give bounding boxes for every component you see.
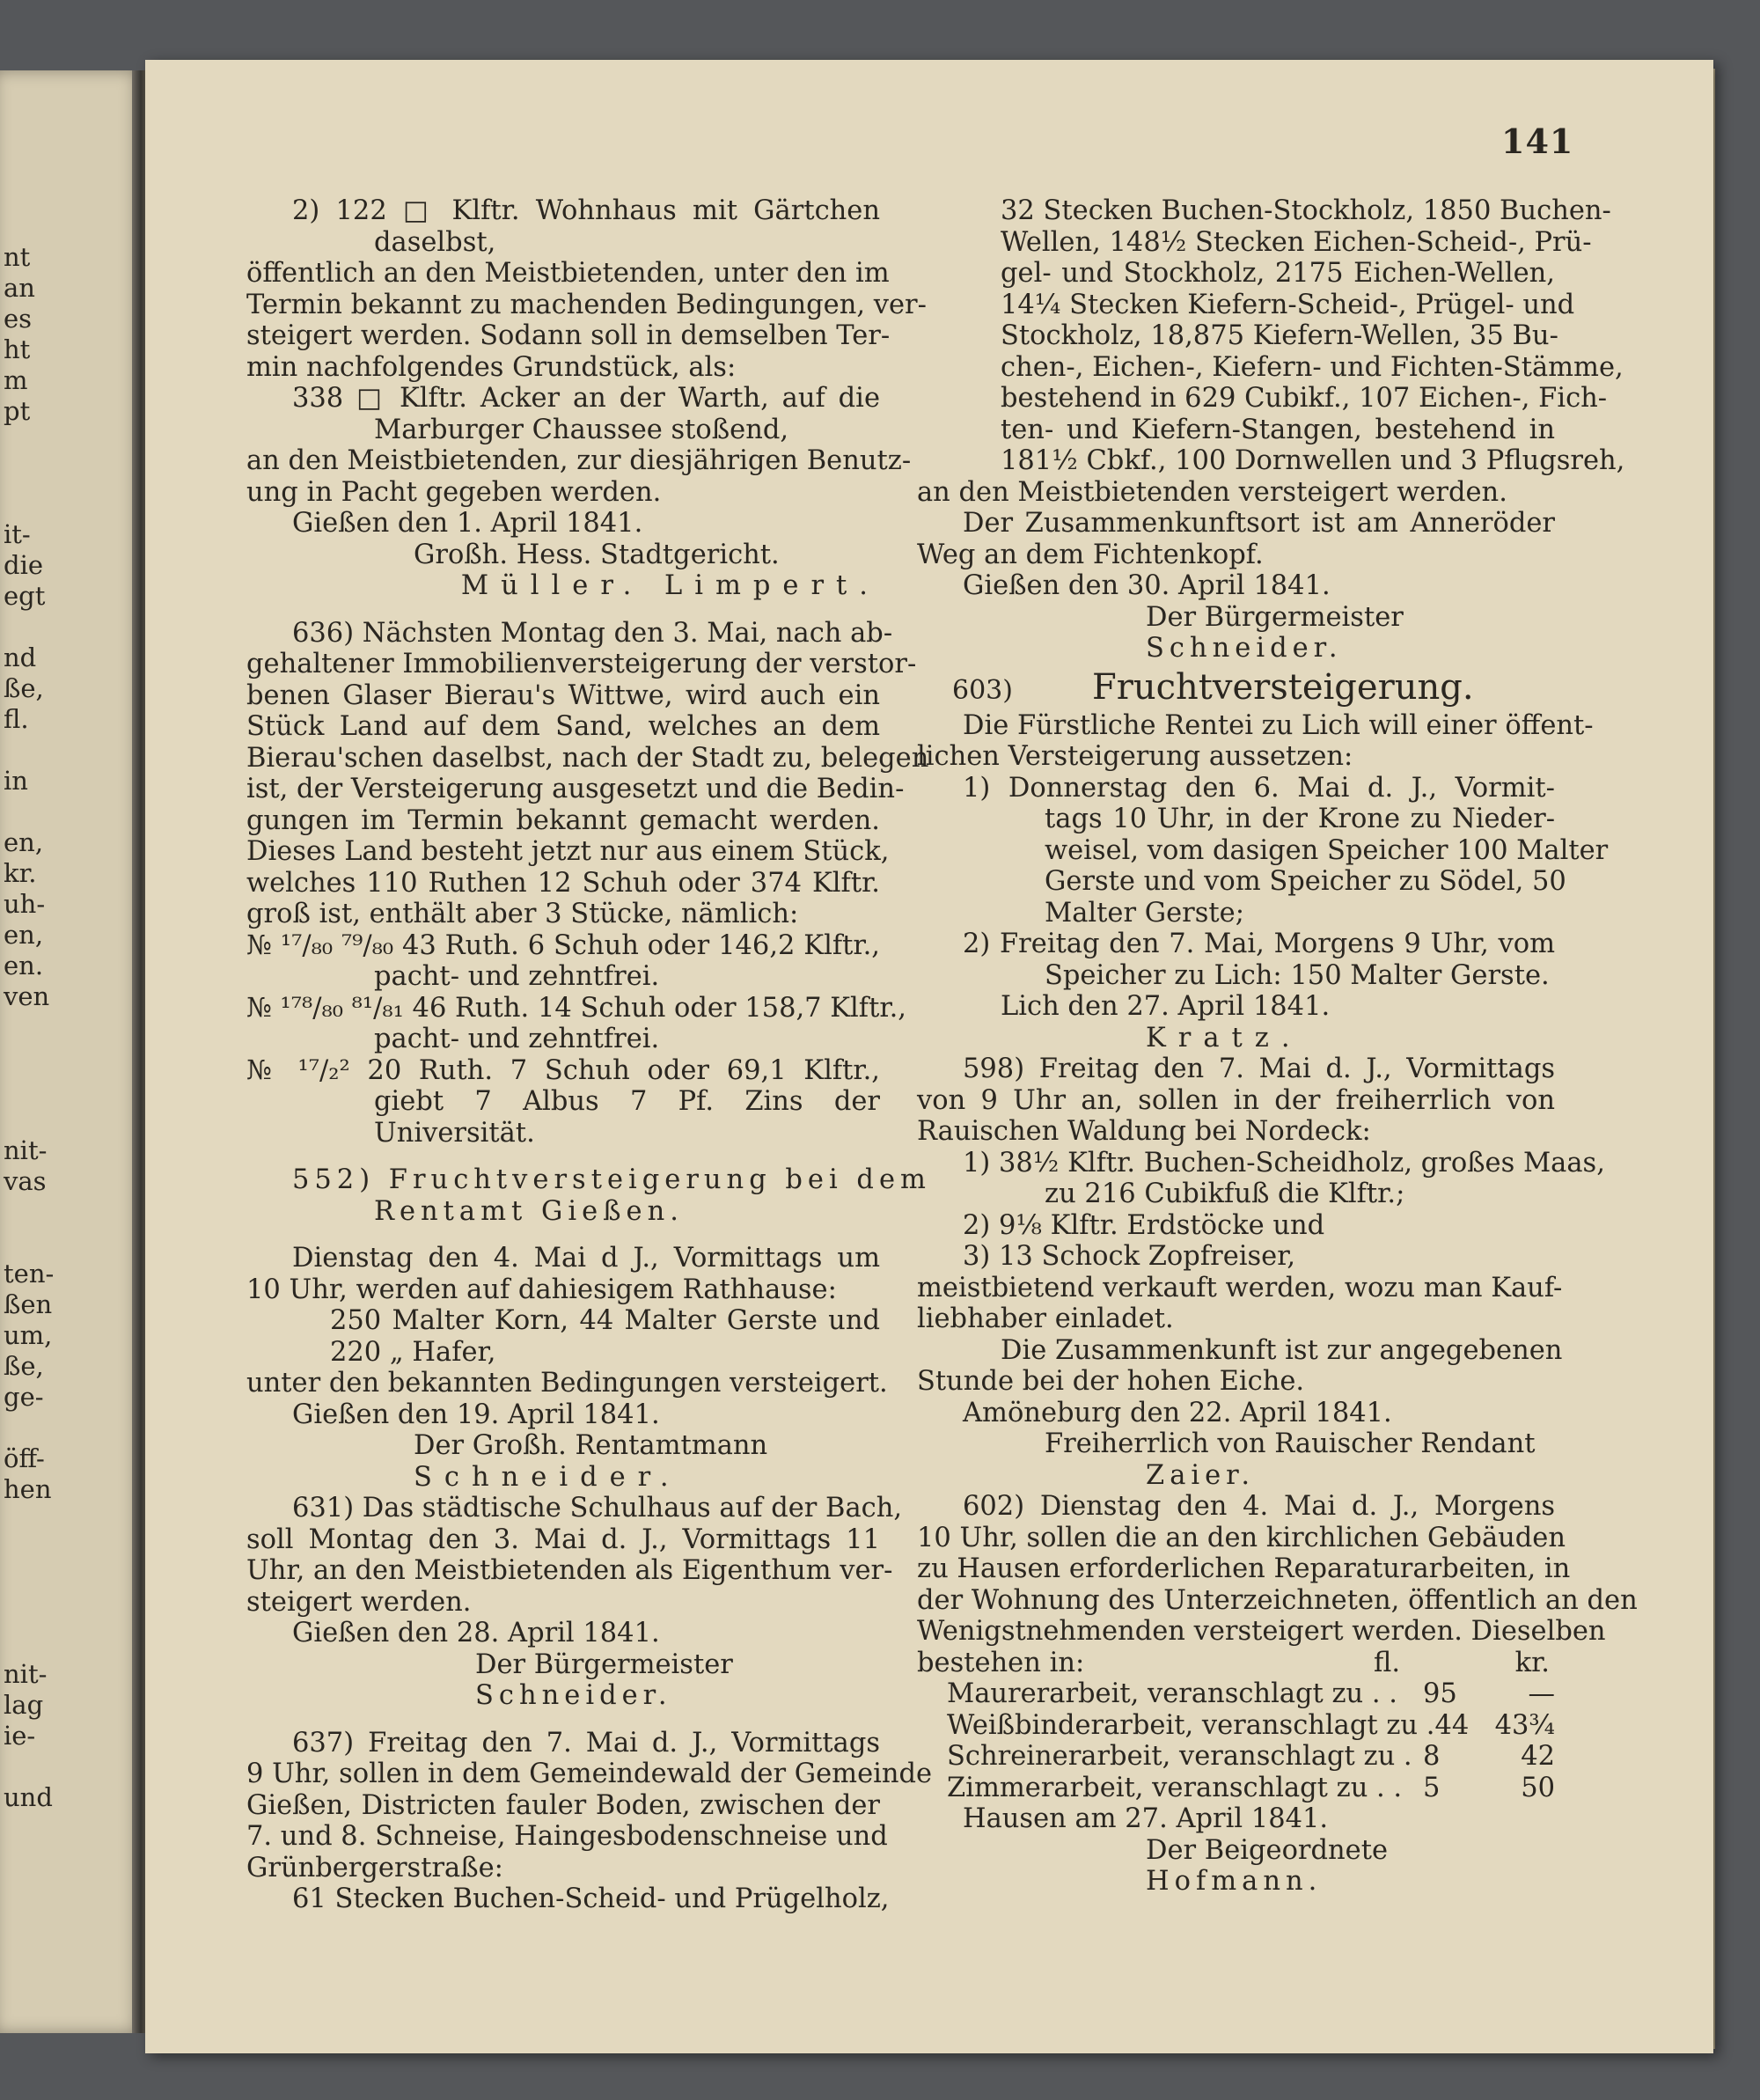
fragment: ht	[4, 334, 31, 364]
cost-fl: 5	[1423, 1772, 1441, 1803]
text-line: Die Fürstliche Rentei zu Lich will einer öffent-	[963, 709, 1594, 741]
fragment	[4, 458, 56, 488]
fragment	[4, 1505, 56, 1536]
text-line: gel- und Stockholz, 2175 Eichen-Wellen,	[1001, 258, 1555, 289]
text-line: benen Glaser Bierau's Wittwe, wird auch ein	[246, 679, 880, 711]
text-line: giebt 7 Albus 7 Pf. Zins der	[374, 1086, 880, 1117]
cost-fl: 8	[1423, 1741, 1441, 1772]
left-page-edge	[0, 70, 141, 2033]
text-line: ten- und Kiefern-Stangen, bestehend in	[1001, 414, 1555, 445]
text-line: Gießen, Districten fauler Boden, zwischen der	[246, 1789, 880, 1821]
text-line: zu 216 Cubikfuß die Klftr.;	[1045, 1178, 1405, 1209]
fragment	[4, 427, 56, 458]
text-line: Dieses Land besteht jetzt nur aus einem Stück,	[246, 836, 890, 867]
text-line: 10 Uhr, sollen die an den kirchlichen Gebäuden	[917, 1522, 1566, 1553]
text-line: welches 110 Ruthen 12 Schuh oder 374 Klftr.	[246, 867, 880, 899]
section-heading: 552) Fruchtversteigerung bei dem	[292, 1164, 931, 1195]
text-line: Gießen den 30. April 1841.	[963, 570, 1331, 601]
text-line: Dienstag den 4. Mai d J., Vormittags um	[292, 1243, 880, 1274]
fragment: ten-	[4, 1259, 55, 1289]
cost-label: Zimmerarbeit, veranschlagt zu . .	[947, 1772, 1403, 1803]
fragment: nit-	[4, 1135, 48, 1165]
fragment: ße,	[4, 1351, 44, 1381]
text-line: weisel, vom dasigen Speicher 100 Malter	[1045, 834, 1609, 866]
fragment: en,	[4, 920, 44, 950]
fragment	[4, 1228, 56, 1259]
text-line: Gießen den 28. April 1841.	[292, 1618, 660, 1648]
text-line: pacht- und zehntfrei.	[374, 1024, 660, 1054]
text-line: soll Montag den 3. Mai d. J., Vormittags 11	[246, 1524, 880, 1555]
fragment: en,	[4, 827, 44, 857]
text-line: 220 „ Hafer,	[330, 1336, 496, 1368]
fragment: ge-	[4, 1382, 44, 1412]
fragment: hen	[4, 1474, 52, 1504]
text-line: 1) Donnerstag den 6. Mai d. J., Vormit-	[963, 772, 1555, 804]
fragment: ße,	[4, 673, 44, 703]
fragment	[4, 488, 56, 519]
text-line: Universität.	[374, 1117, 535, 1149]
text-line: liebhaber einladet.	[917, 1303, 1174, 1334]
cost-kr: 42	[1521, 1741, 1555, 1772]
currency-florin: fl.	[1374, 1647, 1401, 1678]
cost-fl: 44	[1434, 1709, 1470, 1741]
heading-title: Fruchtversteigerung.	[1091, 666, 1474, 708]
fragment: und	[4, 1782, 53, 1812]
text-line: Hausen am 27. April 1841.	[963, 1803, 1329, 1834]
cost-row	[917, 1710, 1555, 1742]
signature: Kratz.	[1146, 1022, 1302, 1054]
text-line: bestehend in 629 Cubikf., 107 Eichen-, Fich-	[1001, 383, 1608, 414]
text-line: lichen Versteigerung aussetzen:	[917, 741, 1353, 772]
signature: Müller. Limpert.	[460, 570, 880, 601]
cost-fl: 95	[1423, 1678, 1457, 1709]
fragment	[4, 1074, 56, 1105]
signature: Schneider.	[475, 1680, 672, 1711]
text-line: Stockholz, 18,875 Kiefern-Wellen, 35 Bu-	[1001, 320, 1558, 351]
text-line: Lich den 27. April 1841.	[1001, 991, 1331, 1022]
text-line: Stunde bei der hohen Eiche.	[917, 1366, 1305, 1397]
text-line: Gießen den 19. April 1841.	[292, 1399, 660, 1430]
text-line: pacht- und zehntfrei.	[374, 961, 660, 992]
fragment: m	[4, 365, 28, 395]
text-line: Großh. Hess. Stadtgericht.	[414, 539, 780, 570]
fragment: egt	[4, 581, 46, 611]
left-page-text-fragments	[4, 242, 56, 1813]
fragment	[4, 1751, 56, 1782]
text-line: gungen im Termin bekannt gemacht werden.	[246, 804, 880, 836]
text-line: 2) 9⅛ Klftr. Erdstöcke und	[963, 1209, 1325, 1241]
fragment: in	[4, 766, 28, 796]
text-line: Wenigstnehmenden versteigert werden. Dieselben	[917, 1616, 1606, 1647]
fragment	[4, 1105, 56, 1135]
fragment: ßen	[4, 1289, 53, 1319]
fragment	[4, 1043, 56, 1074]
text-line: 7. und 8. Schneise, Haingesbodenschneise und	[246, 1821, 888, 1852]
text-line: 631) Das städtische Schulhaus auf der Bach,	[292, 1493, 903, 1524]
fragment: an	[4, 273, 35, 303]
fragment: um,	[4, 1320, 53, 1350]
text-line: daselbst,	[374, 226, 496, 258]
text-line: der Wohnung des Unterzeichneten, öffentlich an den	[917, 1584, 1638, 1616]
fragment: it-	[4, 519, 31, 549]
text-line: Der Großh. Rentamtmann	[414, 1430, 768, 1461]
section-heading: Rentamt Gießen.	[374, 1195, 684, 1227]
text-line: an den Meistbietenden, zur diesjährigen Benutz-	[246, 445, 912, 476]
fragment	[4, 612, 56, 642]
text-line: Stück Land auf dem Sand, welches an dem	[246, 711, 880, 742]
text-line: № ¹⁷/₂² 20 Ruth. 7 Schuh oder 69,1 Klftr.,	[246, 1054, 880, 1086]
text-line: 2) Freitag den 7. Mai, Morgens 9 Uhr, vom	[963, 929, 1555, 959]
text-line: unter den bekannten Bedingungen versteigert.	[246, 1368, 888, 1399]
text-line: Der Bürgermeister	[475, 1648, 733, 1680]
text-line: 32 Stecken Buchen-Stockholz, 1850 Buchen-	[1001, 195, 1611, 226]
text-line: Der Beigeordnete	[1146, 1834, 1389, 1866]
text-line: Termin bekannt zu machenden Bedingungen, ver-	[246, 289, 927, 320]
notice-number: 603)	[952, 674, 1013, 706]
text-line: Weg an dem Fichtenkopf.	[917, 539, 1264, 570]
text-line: Rauischen Waldung bei Nordeck:	[917, 1116, 1371, 1147]
cost-row	[917, 1773, 1555, 1804]
fragment: nd	[4, 642, 37, 672]
cost-label: Weißbinderarbeit, veranschlagt zu .	[947, 1709, 1435, 1741]
text-line: tags 10 Uhr, in der Krone zu Nieder-	[1045, 804, 1555, 834]
text-line: 3) 13 Schock Zopfreiser,	[963, 1241, 1296, 1272]
currency-kreuzer: kr.	[1514, 1647, 1550, 1678]
fragment: ie-	[4, 1721, 36, 1751]
section-heading	[917, 665, 1555, 710]
fragment	[4, 1628, 56, 1659]
text-line: Speicher zu Lich: 150 Malter Gerste.	[1045, 959, 1550, 991]
fragment	[4, 1197, 56, 1228]
text-line: bestehen in:	[917, 1647, 1085, 1678]
signature: Schneider.	[1146, 633, 1343, 664]
text-line: öffentlich an den Meistbietenden, unter den im	[246, 258, 890, 289]
text-line: Grünbergerstraße:	[246, 1852, 503, 1883]
text-line: steigert werden. Sodann soll in demselben Ter-	[246, 320, 891, 351]
text-line: meistbietend verkauft werden, wozu man Kauf-	[917, 1272, 1563, 1303]
text-line: № ¹⁷⁸/₈₀ ⁸¹/₈₁ 46 Ruth. 14 Schuh oder 158,7 Klftr.,	[246, 992, 906, 1024]
text-line: Marburger Chaussee stoßend,	[374, 414, 789, 445]
fragment	[4, 797, 56, 827]
fragment: es	[4, 304, 33, 334]
text-line: von 9 Uhr an, sollen in der freiherrlich von	[917, 1084, 1555, 1116]
text-line: 338 □ Klftr. Acker an der Warth, auf die	[292, 383, 880, 414]
cost-label: Maurerarbeit, veranschlagt zu . .	[947, 1678, 1397, 1709]
text-line: groß ist, enthält aber 3 Stücke, nämlich:	[246, 899, 799, 929]
text-line: 10 Uhr, werden auf dahiesigem Rathhause:	[246, 1274, 837, 1305]
fragment	[4, 1413, 56, 1443]
fragment: lag	[4, 1690, 44, 1720]
fragment: nt	[4, 242, 31, 272]
cost-kr: 50	[1521, 1772, 1555, 1803]
text-line: Der Zusammenkunftsort ist am Anneröder	[963, 508, 1555, 539]
cost-kr: 43¾	[1494, 1709, 1555, 1741]
fragment: kr.	[4, 858, 37, 888]
text-line: steigert werden.	[246, 1586, 472, 1618]
fragment: vas	[4, 1166, 47, 1196]
text-line: 9 Uhr, sollen in dem Gemeindewald der Gemeinde	[246, 1759, 933, 1789]
fragment: öff-	[4, 1443, 45, 1473]
text-line: min nachfolgendes Grundstück, als:	[246, 351, 737, 383]
text-line: Uhr, an den Meistbietenden als Eigenthum ver-	[246, 1555, 893, 1586]
cost-label: Schreinerarbeit, veranschlagt zu .	[947, 1741, 1412, 1772]
text-line: chen-, Eichen-, Kiefern- und Fichten-Stämme,	[1001, 351, 1624, 383]
fragment	[4, 1567, 56, 1597]
text-line: Wellen, 148½ Stecken Eichen-Scheid-, Prü-	[1001, 226, 1592, 258]
text-line: Gerste und vom Speicher zu Södel, 50	[1045, 866, 1566, 897]
fragment: pt	[4, 396, 31, 426]
signature: Schneider.	[414, 1461, 681, 1493]
fragment: ven	[4, 981, 50, 1011]
text-line: Die Zusammenkunft ist zur angegebenen	[1001, 1334, 1563, 1366]
text-line: 1) 38½ Klftr. Buchen-Scheidholz, großes Maas,	[963, 1147, 1605, 1178]
text-line: Malter Gerste;	[1045, 897, 1244, 929]
signature: Hofmann.	[1146, 1866, 1323, 1897]
cost-row	[917, 1678, 1555, 1710]
text-line: zu Hausen erforderlichen Reparaturarbeiten, in	[917, 1553, 1571, 1584]
page-number: 141	[1501, 121, 1574, 161]
text-line: 61 Stecken Buchen-Scheid- und Prügelholz,	[292, 1883, 890, 1914]
text-line: Amöneburg den 22. April 1841.	[963, 1397, 1392, 1428]
text-line: Freiherrlich von Rauischer Rendant	[1045, 1428, 1536, 1459]
fragment: nit-	[4, 1659, 48, 1689]
text-line: № ¹⁷/₈₀ ⁷⁹/₈₀ 43 Ruth. 6 Schuh oder 146,2 Klftr.,	[246, 929, 880, 961]
cost-header	[917, 1648, 1555, 1679]
fragment: uh-	[4, 889, 46, 919]
text-line: Der Bürgermeister	[1146, 601, 1404, 633]
text-line: 637) Freitag den 7. Mai d. J., Vormittags	[292, 1727, 880, 1759]
text-line: Bierau'schen daselbst, nach der Stadt zu, belegen	[246, 742, 929, 774]
left-column	[246, 195, 933, 1915]
text-line: ist, der Versteigerung ausgesetzt und die Bedin-	[246, 774, 905, 804]
text-line: 636) Nächsten Montag den 3. Mai, nach ab-	[292, 617, 893, 649]
text-line: 14¼ Stecken Kiefern-Scheid-, Prügel- und	[1001, 289, 1575, 320]
fragment: die	[4, 550, 44, 580]
text-line: ung in Pacht gegeben werden.	[246, 476, 662, 508]
text-line: 250 Malter Korn, 44 Malter Gerste und	[330, 1305, 880, 1336]
right-column	[917, 195, 1638, 1898]
cost-kr: —	[1528, 1678, 1555, 1709]
fragment: en.	[4, 951, 44, 980]
signature: Zaier.	[1146, 1459, 1256, 1491]
text-line: Gießen den 1. April 1841.	[292, 508, 643, 539]
fragment: fl.	[4, 704, 29, 734]
fragment	[4, 1012, 56, 1043]
fragment	[4, 1597, 56, 1628]
text-line: an den Meistbietenden versteigert werden.	[917, 476, 1507, 508]
fragment	[4, 735, 56, 766]
cost-row	[917, 1741, 1555, 1773]
text-line: 598) Freitag den 7. Mai d. J., Vormittags	[963, 1054, 1555, 1084]
text-line: gehaltener Immobilienversteigerung der verstor-	[246, 649, 917, 679]
fragment	[4, 1536, 56, 1567]
text-line: 181½ Cbkf., 100 Dornwellen und 3 Pflugsreh,	[1001, 445, 1625, 476]
text-line: 2) 122 □ Klftr. Wohnhaus mit Gärtchen	[292, 195, 880, 226]
text-line: 602) Dienstag den 4. Mai d. J., Morgens	[963, 1491, 1555, 1522]
